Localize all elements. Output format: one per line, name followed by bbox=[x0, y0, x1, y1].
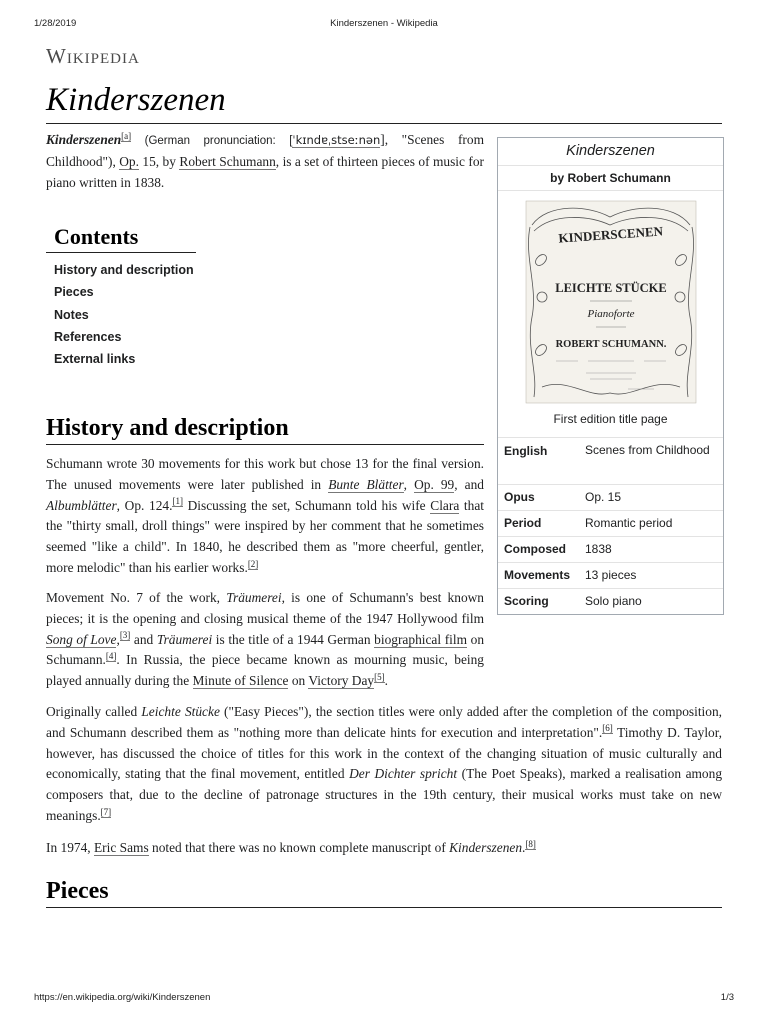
toc-item-references[interactable]: References bbox=[54, 329, 122, 344]
ref-a[interactable]: [a] bbox=[121, 130, 132, 141]
ref-4[interactable]: [4] bbox=[105, 650, 117, 661]
toc-item-notes[interactable]: Notes bbox=[54, 307, 89, 322]
infobox-row-period: Period Romantic period bbox=[498, 511, 723, 537]
infobox-row-composed: Composed 1838 bbox=[498, 537, 723, 563]
image-text-leichte-stucke: LEICHTE STÜCKE bbox=[555, 281, 667, 295]
infobox bbox=[497, 137, 724, 615]
history-paragraph-1: Schumann wrote 30 movements for this work but chose 13 for the final version. The unused movements were later published in Bunte Blätter, Op. 99, and Albumblätter, Op. 124.[1] Discussing the set, Schumann told his wife Clara that the "thirty small, droll things" were inspired by her comment that he sometimes seemed "like a child". In 1840, he described them as "more cheerful, gentler, more melodic" than his earlier works.[2] bbox=[46, 456, 484, 575]
link-biographical-film[interactable]: biographical film bbox=[374, 631, 468, 647]
table-of-contents bbox=[46, 224, 196, 370]
opus-link[interactable]: Op. bbox=[119, 153, 139, 169]
ref-7[interactable]: [7] bbox=[100, 806, 112, 817]
ipa-link[interactable]: ˈkɪndɐˌstseːnən bbox=[292, 133, 381, 147]
title-page-image[interactable] bbox=[498, 197, 723, 407]
print-page-number: 1/3 bbox=[720, 992, 734, 1003]
section-heading-history: History and description bbox=[46, 415, 484, 445]
link-op-99[interactable]: Op. 99 bbox=[414, 476, 455, 492]
toc-item-external-links[interactable]: External links bbox=[54, 352, 136, 367]
history-paragraph-2: Movement No. 7 of the work, Träumerei, is one of Schumann's best known pieces; it is the opening and closing musical theme of the 1947 Hollywood film Song of Love,[3] and Träumerei is the title of a 1944 German biographical film on Schumann.[4]. In Russia, the piece became known as mourning music, being played annually during the Minute of Silence on Victory Day[5]. bbox=[46, 590, 485, 689]
ref-8[interactable]: [8] bbox=[525, 838, 536, 849]
toc-item-history[interactable]: History and description bbox=[54, 263, 194, 277]
ref-5[interactable]: [5] bbox=[374, 671, 385, 682]
ref-1[interactable]: [1] bbox=[172, 496, 183, 507]
infobox-row-scoring: Scoring Solo piano bbox=[504, 594, 642, 608]
ref-3[interactable]: [3] bbox=[119, 630, 131, 641]
infobox-image-caption: First edition title page bbox=[553, 412, 668, 426]
image-text-kinderscenen: KINDERSCENEN bbox=[557, 223, 664, 246]
section-heading-pieces: Pieces bbox=[46, 878, 722, 908]
image-text-robert-schumann: ROBERT SCHUMANN. bbox=[555, 339, 667, 350]
page-title: Kinderszenen bbox=[46, 82, 722, 124]
infobox-row-opus: Opus Op. 15 bbox=[498, 485, 723, 511]
infobox-image-cell bbox=[498, 191, 723, 438]
print-header bbox=[34, 18, 734, 32]
history-paragraph-4: In 1974, Eric Sams noted that there was no known complete manuscript of Kinderszenen.[8] bbox=[46, 838, 536, 855]
link-victory-day[interactable]: Victory Day bbox=[308, 673, 375, 689]
contents-title: Contents bbox=[46, 224, 196, 253]
print-url: https://en.wikipedia.org/wiki/Kinderszenen bbox=[34, 992, 211, 1003]
print-footer bbox=[34, 992, 734, 1006]
intro-paragraph: Kinderszenen[a] (German pronunciation: [ˈkɪndɐˌstseːnən], "Scenes from Childhood"), Op. 15, by Robert Schumann, is a set of thirteen pieces of music for piano written in 1838. bbox=[46, 130, 484, 190]
link-song-of-love[interactable]: Song of Love bbox=[46, 631, 117, 647]
infobox-row-english: English Scenes from Childhood bbox=[498, 438, 723, 485]
infobox-subtitle: by Robert Schumann bbox=[498, 166, 723, 191]
print-date: 1/28/2019 bbox=[34, 18, 77, 29]
link-eric-sams[interactable]: Eric Sams bbox=[93, 840, 149, 855]
link-clara[interactable]: Clara bbox=[430, 497, 460, 513]
infobox-title: Kinderszenen bbox=[498, 138, 723, 166]
wikipedia-logo[interactable]: Wikipedia bbox=[46, 44, 140, 68]
link-minute-of-silence[interactable]: Minute of Silence bbox=[192, 673, 289, 689]
ref-6[interactable]: [6] bbox=[602, 723, 613, 734]
history-paragraph-3: Originally called Leichte Stücke ("Easy Pieces"), the section titles were only added after the completion of the composition, and Schumann described them as "nothing more than delicate hints for execution and interpretation".[6] Timothy D. Taylor, however, has discussed the choice of titles for this work in the context of the changing situation of music culturally and economically, stating that the final movement, entitled Der Dichter spricht (The Poet Speaks), marked a realisation among composers that, due to the decline of patronage structures in the 19th century, their musical works must take on new meanings.[7] bbox=[46, 704, 723, 823]
ref-2[interactable]: [2] bbox=[247, 558, 259, 569]
print-tab-title: Kinderszenen - Wikipedia bbox=[330, 18, 438, 29]
infobox-row-movements: Movements 13 pieces bbox=[498, 563, 723, 589]
composer-link[interactable]: Robert Schumann bbox=[179, 153, 276, 169]
link-bunte-blatter[interactable]: Bunte Blätter bbox=[328, 476, 404, 492]
intro-term: Kinderszenen bbox=[46, 132, 122, 147]
toc-item-pieces[interactable]: Pieces bbox=[54, 285, 94, 300]
image-text-pianoforte: Pianoforte bbox=[587, 308, 635, 320]
